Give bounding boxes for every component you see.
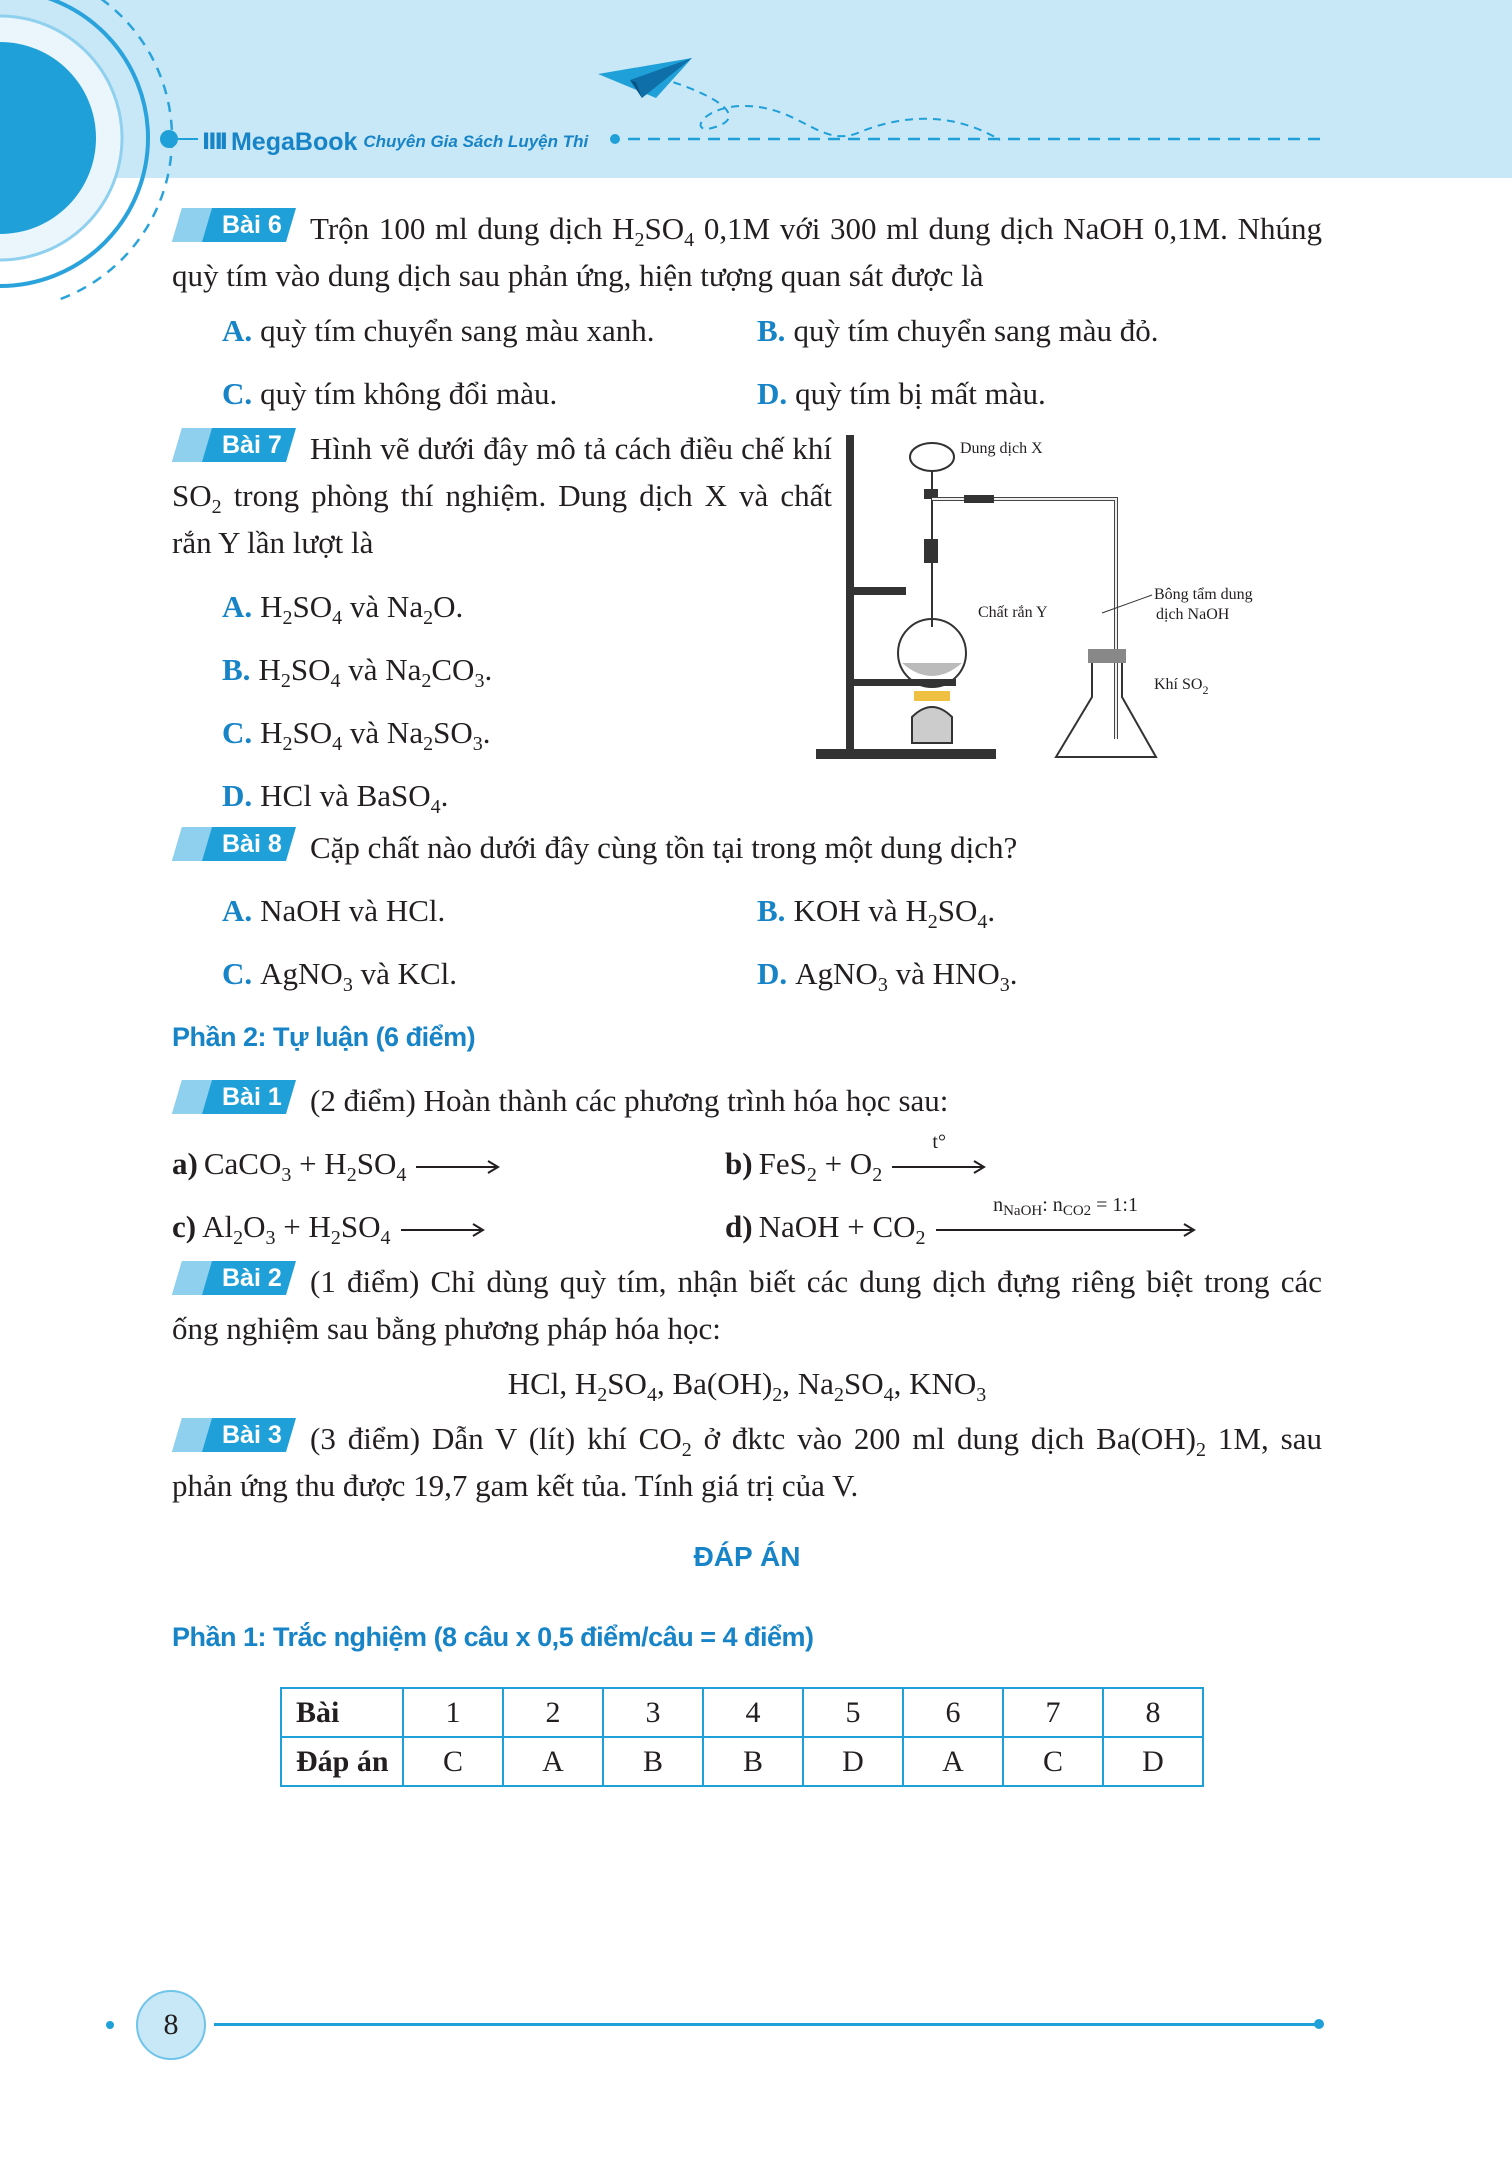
- equation-label: a): [172, 1146, 198, 1181]
- substances-list: HCl, $H_2SO_4$, $Ba(OH)_2$, $Na_2SO_4$, $KNO_3$: [507, 1366, 987, 1406]
- table-cell: 5: [803, 1688, 903, 1737]
- option-text: quỳ tím chuyển sang màu đỏ.: [793, 313, 1159, 348]
- reaction-arrow: [401, 1223, 485, 1237]
- option-a: [172, 887, 757, 934]
- option-text: quỳ tím bị mất màu.: [795, 376, 1046, 411]
- reaction-arrow: [892, 1130, 986, 1174]
- part2-title: Phần 2: Tự luận (6 điểm): [172, 1022, 476, 1052]
- option-d: D. HCl và BaSO$_4$.: [222, 778, 449, 818]
- table-cell: 8: [1103, 1688, 1203, 1737]
- option-c: C. AgNO$_3$ và KCl.: [222, 956, 457, 996]
- option-b: [757, 307, 1322, 354]
- badge-label: Bài 2: [222, 1264, 282, 1292]
- option-a: A. $H_2SO_4$ và $Na_2O$.: [222, 589, 464, 629]
- bai7-badge: [172, 428, 296, 462]
- option-letter: B.: [757, 893, 786, 928]
- table-cell: 4: [703, 1688, 803, 1737]
- bai6-options-row-1: [172, 299, 1322, 362]
- brand-name: MegaBook: [230, 127, 358, 156]
- question-text: trong phòng thí nghiệm. Dung dịch X và chất rắn Y lần lượt là: [172, 478, 832, 560]
- paper-plane-icon: [598, 54, 694, 104]
- question-text: 1M, sau phản ứng thu được 19,7 gam kết tủa. Tính giá trị của V.: [172, 1421, 1322, 1503]
- option-c: [172, 370, 757, 417]
- subscript: 2: [211, 496, 222, 518]
- bai6-badge: [172, 208, 296, 242]
- table-row: [281, 1688, 1203, 1737]
- brand-mark: ⅢⅠ: [202, 129, 225, 155]
- option-d: D. AgNO$_3$ và $HNO_3$.: [757, 956, 1018, 996]
- table-row-label: Bài: [281, 1688, 403, 1737]
- option-text: quỳ tím không đổi màu.: [260, 376, 558, 411]
- table-row-label: Đáp án: [281, 1737, 403, 1786]
- equation-d: d) NaOH + $CO_2$ $n_{NaOH}$: $n_{CO2}$ = 1:1: [725, 1195, 1196, 1258]
- reaction-arrow: [416, 1160, 500, 1174]
- badge-label: Bài 3: [222, 1421, 282, 1449]
- so2-apparatus-diagram: [816, 427, 1316, 773]
- equation-b: b) $FeS_2 + O_2$ t°: [725, 1132, 986, 1195]
- question-text: ở đktc vào 200 ml dung dịch Ba(OH): [691, 1421, 1197, 1456]
- question-text: Hình vẽ dưới đây mô tả cách điều chế khí SO: [172, 431, 832, 513]
- label-cotton-1: Bông tẩm dung: [1154, 586, 1253, 603]
- tl-bai1-badge: [172, 1080, 296, 1114]
- table-cell: 3: [603, 1688, 703, 1737]
- option-letter: D.: [757, 956, 788, 991]
- bai7-block: [172, 425, 1322, 816]
- table-cell: A: [903, 1737, 1003, 1786]
- option-b: B. KOH và $H_2SO_4$.: [757, 893, 996, 933]
- bai8-options-row-2: [172, 942, 1322, 1005]
- page-number: [136, 1990, 206, 2060]
- option-a: [172, 307, 757, 354]
- label-gas: Khí $SO_2$: [1154, 676, 1209, 697]
- table-cell: 7: [1003, 1688, 1103, 1737]
- reaction-arrow: [936, 1193, 1196, 1237]
- equation-a: a) CaCO$_3$ + $H_2SO_4$: [172, 1132, 500, 1195]
- label-cotton-2: dịch NaOH: [1156, 606, 1230, 623]
- tl-bai1-question: [172, 1069, 1322, 1132]
- option-letter: A.: [222, 589, 253, 624]
- footer-dot: [1314, 2019, 1324, 2029]
- subscript: 4: [684, 229, 695, 251]
- option-c: C. $H_2SO_4$ và $Na_2SO_3$.: [222, 715, 491, 755]
- option-letter: B.: [222, 652, 251, 687]
- part1-answer-title: Phần 1: Trắc nghiệm (8 câu x 0,5 điểm/câu = 4 điểm): [172, 1622, 814, 1652]
- question-text: 0,1M với 300 ml dung dịch NaOH 0,1M. Nhúng quỳ tím vào dung dịch sau phản ứng, hiện tượng quan sát được là: [172, 211, 1322, 293]
- bai6-question: [172, 205, 1322, 299]
- table-cell: C: [1003, 1737, 1103, 1786]
- equation-c: c) $Al_2O_3 + H_2SO_4$: [172, 1195, 485, 1258]
- option-letter: C.: [222, 956, 253, 991]
- subscript: 2: [681, 1439, 692, 1461]
- bai7-question: [172, 425, 832, 566]
- page-content: [172, 205, 1322, 1787]
- question-text: SO: [644, 211, 685, 246]
- equation-row-2: [172, 1195, 1322, 1258]
- option-letter: C.: [222, 376, 253, 411]
- badge-label: Bài 6: [222, 211, 282, 239]
- table-cell: 6: [903, 1688, 1003, 1737]
- bai8-badge: [172, 827, 296, 861]
- tl-bai3-badge: [172, 1418, 296, 1452]
- tl-bai2-badge: [172, 1261, 296, 1295]
- label-chat-ran-y: Chất rắn Y: [978, 604, 1048, 621]
- question-text: (1 điểm) Chỉ dùng quỳ tím, nhận biết các dung dịch đựng riêng biệt trong các ống nghiệm sau bằng phương pháp hóa học:: [172, 1264, 1322, 1346]
- option-letter: C.: [222, 715, 253, 750]
- option-letter: B.: [757, 313, 786, 348]
- table-cell: D: [803, 1737, 903, 1786]
- table-cell: A: [503, 1737, 603, 1786]
- option-letter: D.: [222, 778, 253, 813]
- equation-label: c): [172, 1209, 197, 1244]
- footer-line: [214, 2023, 1318, 2026]
- answer-heading: ĐÁP ÁN: [693, 1541, 801, 1572]
- question-text: Cặp chất nào dưới đây cùng tồn tại trong một dung dịch?: [310, 830, 1018, 865]
- table-cell: B: [603, 1737, 703, 1786]
- table-cell: 1: [403, 1688, 503, 1737]
- table-cell: D: [1103, 1737, 1203, 1786]
- table-row: [281, 1737, 1203, 1786]
- footer-dot: [106, 2021, 114, 2029]
- question-text: (2 điểm) Hoàn thành các phương trình hóa học sau:: [310, 1083, 949, 1118]
- table-cell: 2: [503, 1688, 603, 1737]
- subscript: 2: [1196, 1439, 1207, 1461]
- tl-bai2-question: [172, 1258, 1322, 1352]
- tl-bai3-question: [172, 1415, 1322, 1509]
- arrow-condition: t°: [932, 1130, 946, 1153]
- question-text: Trộn 100 ml dung dịch H: [310, 211, 635, 246]
- option-b: B. $H_2SO_4$ và $Na_2CO_3$.: [222, 652, 493, 692]
- equation-label: d): [725, 1209, 753, 1244]
- bai6-options-row-2: [172, 362, 1322, 425]
- brand-logo: [202, 124, 588, 160]
- equation-row-1: [172, 1132, 1322, 1195]
- badge-label: Bài 8: [222, 830, 282, 858]
- badge-label: Bài 1: [222, 1083, 282, 1111]
- arrow-condition: $n_{NaOH}$: $n_{CO2}$ = 1:1: [993, 1193, 1138, 1219]
- bai8-options-row-1: [172, 879, 1322, 942]
- question-text: (3 điểm) Dẫn V (lít) khí CO: [310, 1421, 682, 1456]
- brand-tagline: Chuyên Gia Sách Luyện Thi: [363, 132, 589, 151]
- table-cell: C: [403, 1737, 503, 1786]
- option-d: [757, 370, 1322, 417]
- subscript: 2: [634, 229, 645, 251]
- option-letter: A.: [222, 313, 253, 348]
- option-letter: D.: [757, 376, 788, 411]
- label-dung-dich-x: Dung dịch X: [960, 440, 1043, 457]
- option-letter: A.: [222, 893, 253, 928]
- answer-table: [280, 1687, 1204, 1787]
- badge-label: Bài 7: [222, 431, 282, 459]
- bai7-options: [172, 575, 492, 827]
- table-cell: B: [703, 1737, 803, 1786]
- equation-label: b): [725, 1146, 753, 1181]
- option-text: NaOH và HCl.: [260, 893, 446, 928]
- page-number-text: 8: [163, 2008, 179, 2041]
- option-text: quỳ tím chuyển sang màu xanh.: [260, 313, 655, 348]
